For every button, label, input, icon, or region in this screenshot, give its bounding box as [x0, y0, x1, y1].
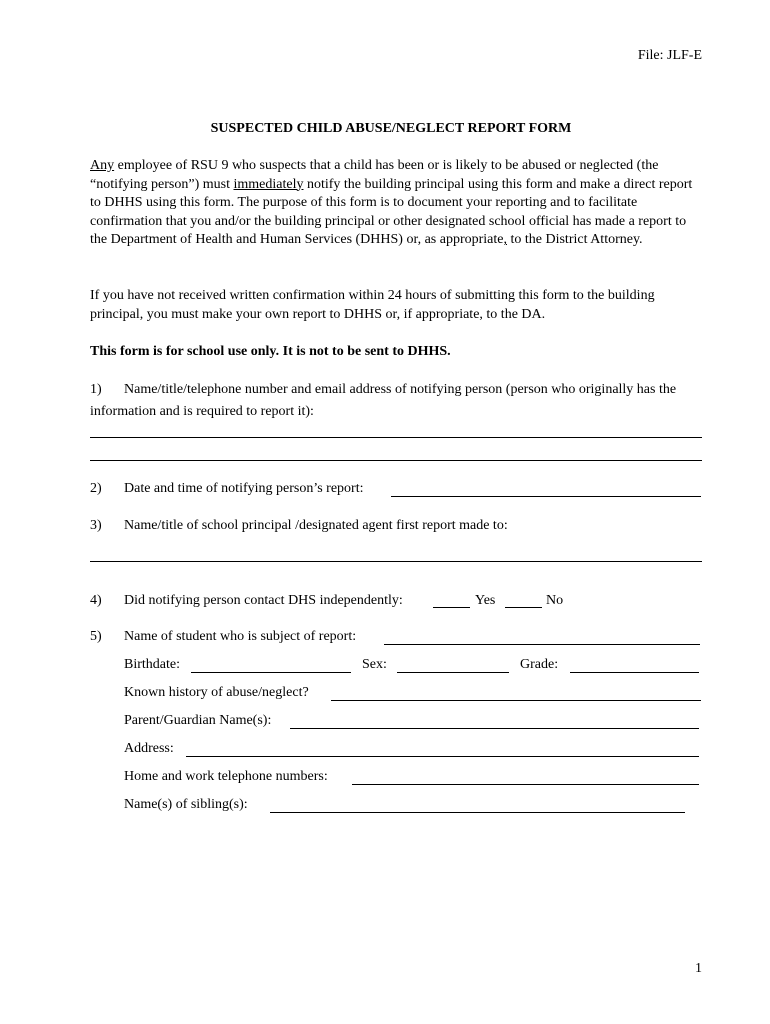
known-history-line[interactable]	[331, 700, 701, 701]
intro-any-underlined: Any	[90, 158, 115, 173]
telephone-label: Home and work telephone numbers:	[124, 769, 328, 784]
school-use-notice: This form is for school use only. It is not to be sent to DHHS.	[90, 344, 451, 359]
sex-label: Sex:	[362, 657, 387, 672]
question-1	[90, 379, 702, 423]
grade-line[interactable]	[570, 672, 699, 673]
question-3-number: 3)	[90, 518, 102, 533]
question-4-no-label: No	[546, 593, 564, 608]
question-1-answer-line-2[interactable]	[90, 460, 702, 461]
question-2-text: Date and time of notifying person’s report:	[124, 481, 364, 496]
question-1-answer-line-1[interactable]	[90, 437, 702, 438]
question-4-text: Did notifying person contact DHS independently:	[124, 593, 403, 608]
parent-guardian-line[interactable]	[290, 728, 699, 729]
siblings-line[interactable]	[270, 812, 685, 813]
grade-label: Grade:	[520, 657, 559, 672]
intro-part1: employee of RSU 9 who suspects that a child has been or is likely to be abused or neglected (the “notifying person”) must	[90, 158, 659, 192]
question-4-yes-blank[interactable]	[433, 607, 470, 608]
question-5-number: 5)	[90, 629, 102, 644]
student-name-line[interactable]	[384, 644, 700, 645]
question-4-yes-label: Yes	[475, 593, 496, 608]
question-2-number: 2)	[90, 481, 102, 496]
intro-part3: to the District Attorney.	[506, 232, 643, 248]
question-4-no-blank[interactable]	[505, 607, 542, 608]
question-4-number: 4)	[90, 593, 102, 608]
question-1-number: 1)	[90, 382, 102, 397]
question-5-text: Name of student who is subject of report:	[124, 629, 357, 644]
file-label: File: JLF-E	[637, 48, 702, 63]
page-number: 1	[695, 961, 702, 976]
address-label: Address:	[124, 741, 174, 756]
known-history-label: Known history of abuse/neglect?	[124, 685, 309, 700]
birthdate-line[interactable]	[191, 672, 351, 673]
confirmation-notice: If you have not received written confirmation within 24 hours of submitting this form to the building principal, you must make your own report to DHHS or, if appropriate, to the DA.	[90, 288, 655, 322]
siblings-label: Name(s) of sibling(s):	[124, 797, 248, 812]
birthdate-label: Birthdate:	[124, 657, 180, 672]
question-3-text: Name/title of school principal /designated agent first report made to:	[124, 518, 508, 533]
intro-paragraph	[90, 157, 702, 250]
intro-part2: notify the building principal using this form and make a direct report to DHHS using this form. The purpose of this form is to document your reporting and to facilitate confirmation that you and/or the building principal or other designated school official has made a report to the Department of Health and Human Services (DHHS) or, as appropriate	[90, 176, 693, 248]
parent-guardian-label: Parent/Guardian Name(s):	[124, 713, 272, 728]
sex-line[interactable]	[397, 672, 509, 673]
question-3-answer-line[interactable]	[90, 561, 702, 562]
intro-comma: ,	[503, 232, 507, 248]
form-title: SUSPECTED CHILD ABUSE/NEGLECT REPORT FORM	[210, 121, 572, 136]
question-2-answer-line[interactable]	[391, 496, 701, 497]
telephone-line[interactable]	[352, 784, 699, 785]
question-1-text: Name/title/telephone number and email address of notifying person (person who originally has the information and is required to report it):	[90, 382, 677, 419]
intro-immediately-underlined: immediately	[233, 176, 304, 192]
address-line[interactable]	[186, 756, 699, 757]
